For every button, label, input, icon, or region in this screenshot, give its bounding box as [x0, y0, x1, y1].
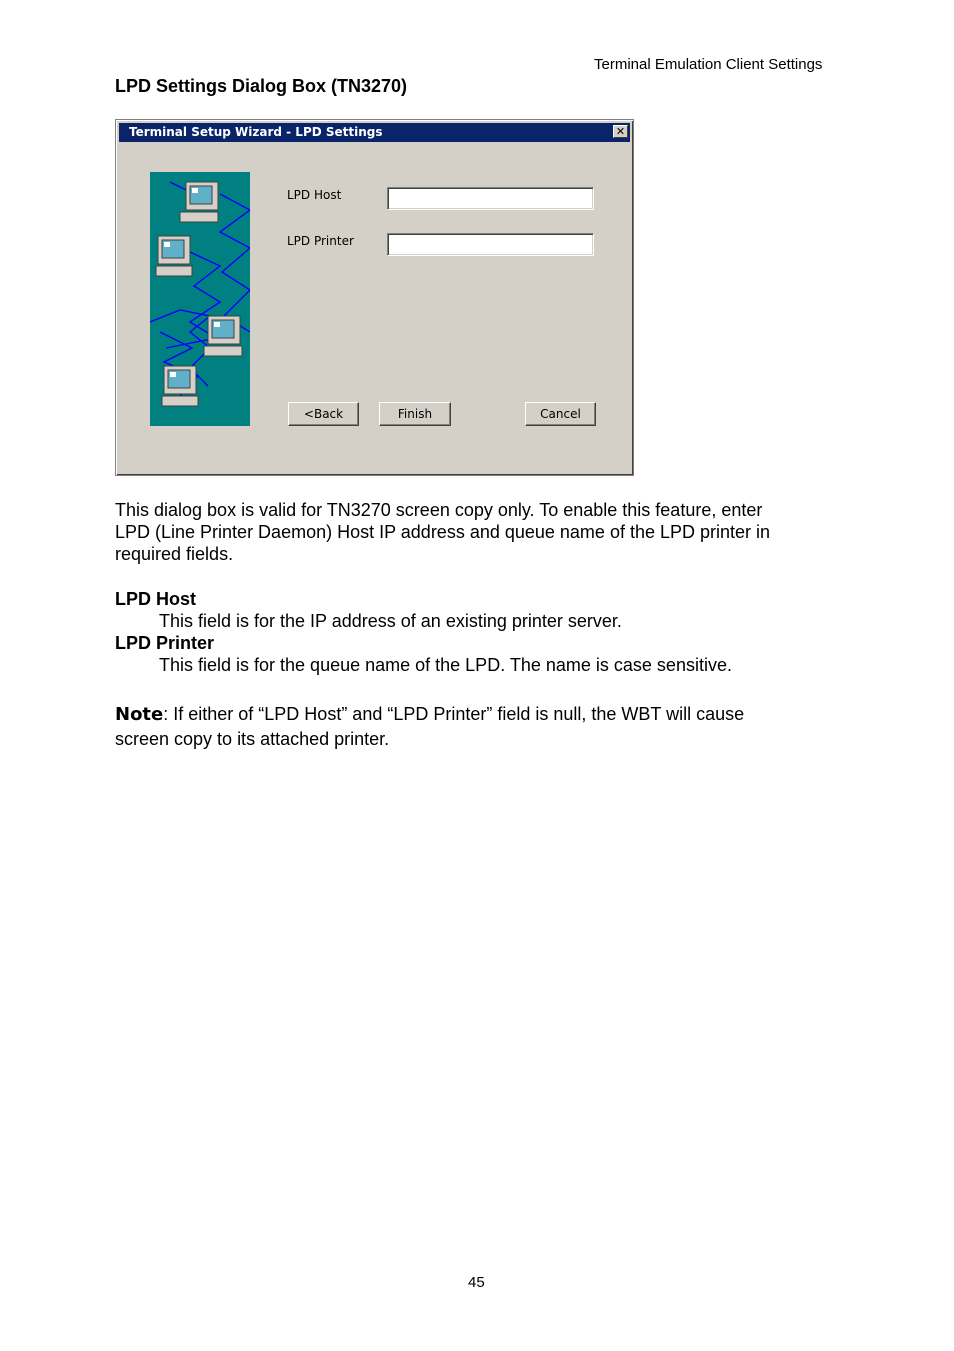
note-paragraph	[115, 702, 835, 751]
lpd-printer-label: LPD Printer	[287, 234, 354, 248]
intro-line: This dialog box is valid for TN3270 screen copy only. To enable this feature, enter	[115, 500, 763, 520]
cancel-button[interactable]: Cancel	[525, 402, 596, 426]
section-title: LPD Settings Dialog Box (TN3270)	[115, 76, 408, 96]
computer-icon	[156, 236, 192, 276]
running-header: Terminal Emulation Client Settings	[594, 56, 823, 73]
close-button[interactable]	[613, 125, 628, 138]
intro-line: LPD (Line Printer Daemon) Host IP address and queue name of the LPD printer in	[115, 522, 771, 542]
term-lpd-host: LPD Host	[115, 589, 196, 609]
back-button[interactable]: <Back	[288, 402, 359, 426]
network-illustration	[150, 172, 250, 426]
intro-line: required fields.	[115, 544, 234, 564]
computer-icon	[204, 316, 242, 356]
note-label: Note	[115, 704, 164, 725]
dialog-title: Terminal Setup Wizard - LPD Settings	[129, 125, 383, 139]
computer-icon	[162, 366, 198, 406]
lpd-host-label: LPD Host	[287, 188, 342, 202]
page-number: 45	[468, 1274, 485, 1291]
definition-lpd-host: This field is for the IP address of an existing printer server.	[159, 611, 622, 631]
finish-button[interactable]: Finish	[379, 402, 451, 426]
note-text: screen copy to its attached printer.	[115, 729, 390, 749]
lpd-settings-dialog	[115, 119, 634, 476]
term-lpd-printer: LPD Printer	[115, 633, 215, 653]
close-icon: ✕	[615, 125, 626, 138]
lpd-printer-input[interactable]	[387, 233, 594, 256]
lpd-host-input[interactable]	[387, 187, 594, 210]
intro-paragraph	[115, 499, 835, 565]
note-text: : If either of “LPD Host” and “LPD Printer” field is null, the WBT will cause	[163, 704, 745, 724]
computer-icon	[180, 182, 218, 222]
wizard-illustration	[150, 172, 250, 426]
dialog-titlebar	[119, 123, 630, 142]
definition-lpd-printer: This field is for the queue name of the LPD. The name is case sensitive.	[159, 655, 732, 675]
